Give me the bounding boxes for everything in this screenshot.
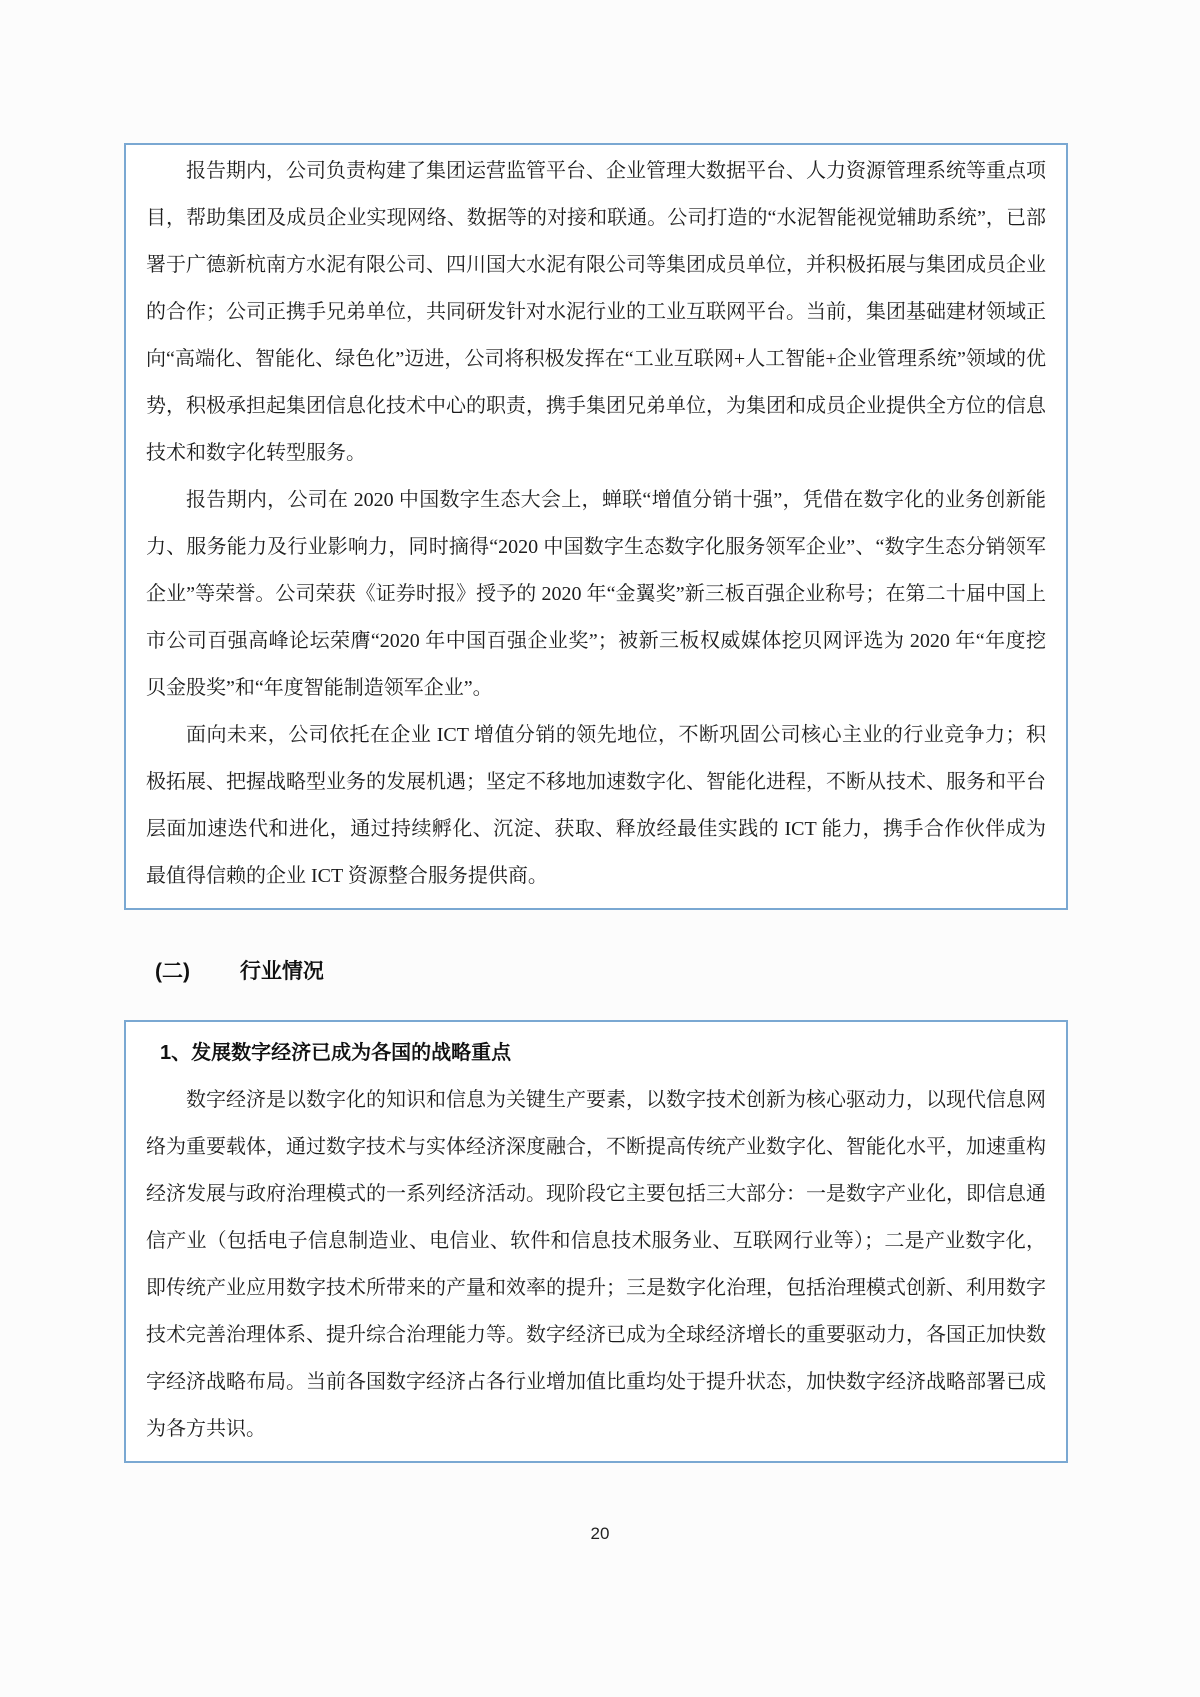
section-title: 行业情况: [239, 960, 324, 983]
paragraph-outlook: 面向未来，公司依托在企业 ICT 增值分销的领先地位，不断巩固公司核心主业的行业竞争力；积极拓展、把握战略型业务的发展机遇；坚定不移地加速数字化、智能化进程，不断从技术、服务和平台层面加速迭代和进化，通过持续孵化、沉淀、获取、释放经最佳实践的 ICT 能力，携手合作伙伴成为最值得信赖的企业 ICT 资源整合服务提供商。: [146, 724, 1046, 887]
company-overview-box: [124, 143, 1068, 910]
section-number: (二): [155, 960, 190, 983]
paragraph-digital-economy: 数字经济是以数字化的知识和信息为关键生产要素，以数字技术创新为核心驱动力，以现代信息网络为重要载体，通过数字技术与实体经济深度融合，不断提高传统产业数字化、智能化水平，加速重构经济发展与政府治理模式的一系列经济活动。现阶段它主要包括三大部分：一是数字产业化，即信息通信产业（包括电子信息制造业、电信业、软件和信息技术服务业、互联网行业等）；二是产业数字化，即传统产业应用数字技术所带来的产量和效率的提升；三是数字化治理，包括治理模式创新、利用数字技术完善治理体系、提升综合治理能力等。数字经济已成为全球经济增长的重要驱动力，各国正加快数字经济战略布局。当前各国数字经济占各行业增加值比重均处于提升状态，加快数字经济战略部署已成为各方共识。: [146, 1089, 1046, 1440]
paragraph-platforms: 报告期内，公司负责构建了集团运营监管平台、企业管理大数据平台、人力资源管理系统等重点项目，帮助集团及成员企业实现网络、数据等的对接和联通。公司打造的“水泥智能视觉辅助系统”，已部署于广德新杭南方水泥有限公司、四川国大水泥有限公司等集团成员单位，并积极拓展与集团成员企业的合作；公司正携手兄弟单位，共同研发针对水泥行业的工业互联网平台。当前，集团基础建材领域正向“高端化、智能化、绿色化”迈进，公司将积极发挥在“工业互联网+人工智能+企业管理系统”领域的优势，积极承担起集团信息化技术中心的职责，携手集团兄弟单位，为集团和成员企业提供全方位的信息技术和数字化转型服务。: [146, 160, 1046, 464]
page-number: 20: [590, 1524, 610, 1543]
paragraph-awards: 报告期内，公司在 2020 中国数字生态大会上，蝉联“增值分销十强”，凭借在数字化的业务创新能力、服务能力及行业影响力，同时摘得“2020 中国数字生态数字化服务领军企业”、“数字生态分销领军企业”等荣誉。公司荣获《证券时报》授予的 2020 年“金翼奖”新三板百强企业称号；在第二十届中国上市公司百强高峰论坛荣膺“2020 年中国百强企业奖”；被新三板权威媒体挖贝网评选为 2020 年“年度挖贝金股奖”和“年度智能制造领军企业”。: [146, 489, 1046, 699]
section-heading: [155, 948, 324, 995]
industry-situation-box: [124, 1020, 1068, 1463]
subsection-heading: 1、发展数字经济已成为各国的战略重点: [160, 1042, 512, 1064]
